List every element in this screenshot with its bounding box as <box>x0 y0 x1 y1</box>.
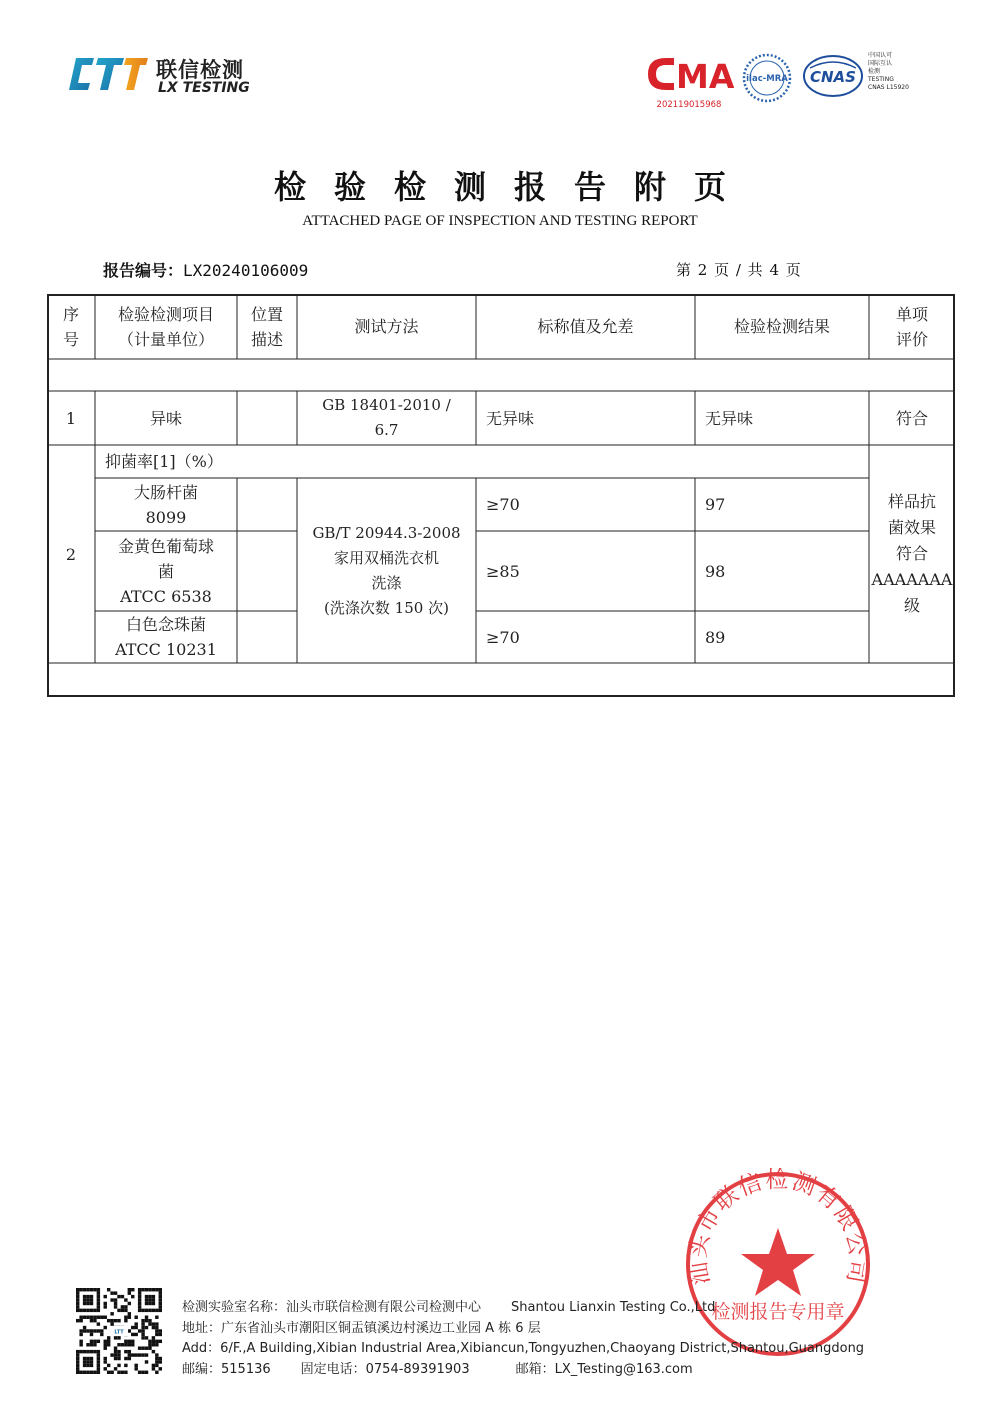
footer-lab-line <box>182 1298 864 1319</box>
header-item <box>95 294 237 359</box>
row2-method-text: GB/T 20944.3-2008 家用双桶洗衣机 洗涤 (洗涤次数 150 次) <box>312 523 461 617</box>
row1-evaluation: 符合 <box>895 408 928 428</box>
header-item-text: 检验检测项目 （计量单位） <box>117 304 214 349</box>
row2-seq: 2 <box>65 544 77 564</box>
subitem-result: 97 <box>705 495 726 514</box>
report-number-label: 报告编号： <box>103 261 184 280</box>
row2-evaluation-text: 样品抗 菌效果 符合 AAAAAAA 级 <box>871 492 953 615</box>
cnas-letters: CNAS <box>810 68 856 86</box>
row1-seq: 1 <box>65 408 77 428</box>
subitem-standard: ≥70 <box>486 627 520 647</box>
footer-address-en: Add：6/F.,A Building,Xibian Industrial Area,Xibiancun,Tongyuzhen,Chaoyang District,Shantou,Guangdong <box>182 1341 865 1356</box>
subitem-standard: ≥70 <box>486 495 520 514</box>
logo-mark-icon <box>66 54 150 94</box>
row2-group-label: 抑菌率[1]（%） <box>105 452 223 471</box>
header-standard: 标称值及允差 <box>537 317 634 336</box>
certification-logos <box>644 48 944 110</box>
report-number <box>103 258 308 281</box>
logo-en-text: LX TESTING <box>158 80 250 96</box>
cnas-caption-line: 中国认可 <box>868 52 893 59</box>
cnas-caption-line: 检测 <box>868 68 881 75</box>
logo-mark-text: LTT <box>66 54 68 55</box>
header-evaluation <box>869 294 955 359</box>
cnas-logo-icon <box>802 54 864 98</box>
footer-lab-name-cn: 检测实验室名称：汕头市联信检测有限公司检测中心 <box>182 1300 482 1315</box>
subitem-result: 98 <box>705 561 726 581</box>
page-subtitle: ATTACHED PAGE OF INSPECTION AND TESTING REPORT <box>302 213 698 229</box>
footer-lab-name-en: Shantou Lianxin Testing Co.,Ltd <box>511 1300 716 1315</box>
page-title: 检验检测报告附页 <box>273 168 754 206</box>
subitem-item <box>95 478 237 531</box>
logo-cn-text: 联信检测 <box>156 58 244 82</box>
header-position <box>237 294 297 359</box>
subitem-standard: ≥85 <box>486 561 520 581</box>
header-evaluation-text: 单项 评价 <box>895 304 928 349</box>
cnas-caption-line: 国际互认 <box>868 60 893 67</box>
report-number-value: LX20240106009 <box>183 261 309 280</box>
cnas-caption-line: CNAS L15920 <box>868 84 909 91</box>
stamp-ring-text: 汕头市联信检测有限公司 <box>685 1168 871 1287</box>
cnas-caption-line: TESTING <box>868 76 894 83</box>
cma-letters: MA <box>676 57 734 96</box>
footer-phone: 固定电话：0754-89391903 <box>300 1361 470 1377</box>
cma-logo-icon <box>644 52 734 110</box>
page-indicator: 第 2 页 / 共 4 页 <box>676 261 802 279</box>
header-position-text: 位置 描述 <box>250 304 283 349</box>
row2-evaluation <box>869 445 955 663</box>
subitem-item <box>95 611 237 663</box>
subitem-item-text: 金黄色葡萄球 菌 ATCC 6538 <box>117 536 214 606</box>
row1-method <box>297 391 476 445</box>
row1-result: 无异味 <box>705 408 754 428</box>
stamp-bottom-text: 检测报告专用章 <box>711 1301 845 1323</box>
subitem-item-text: 大肠杆菌 8099 <box>133 482 198 527</box>
cnas-caption <box>868 52 909 92</box>
row1-item: 异味 <box>149 408 182 428</box>
header-seq <box>47 294 95 359</box>
company-logo <box>66 52 266 102</box>
footer-email: 邮箱：LX_Testing@163.com <box>515 1361 693 1377</box>
ilac-mra-logo-icon <box>738 52 796 104</box>
header-result: 检验检测结果 <box>733 317 830 336</box>
subitem-item-text: 白色念珠菌 ATCC 10231 <box>115 615 217 659</box>
header-seq-text: 序 号 <box>62 304 79 349</box>
row1-method-text: GB 18401-2010 / 6.7 <box>322 396 451 439</box>
footer-postcode: 邮编：515136 <box>182 1361 271 1377</box>
cma-number: 202119015968 <box>656 100 722 110</box>
row2-method <box>297 478 476 663</box>
subitem-item <box>95 531 237 611</box>
subitem-result: 89 <box>705 627 726 647</box>
ilac-text: ilac-MRA <box>746 74 788 84</box>
header-method: 测试方法 <box>354 317 419 336</box>
footer-contact-line <box>182 1360 864 1381</box>
qr-center-text: LTT <box>114 1329 124 1336</box>
footer-contact <box>182 1298 864 1380</box>
row1-standard: 无异味 <box>486 408 535 428</box>
results-table <box>47 294 955 697</box>
qr-code-icon <box>76 1288 162 1374</box>
footer-address-cn: 地址：广东省汕头市潮阳区铜盂镇溪边村溪边工业园 A 栋 6 层 <box>182 1320 541 1336</box>
